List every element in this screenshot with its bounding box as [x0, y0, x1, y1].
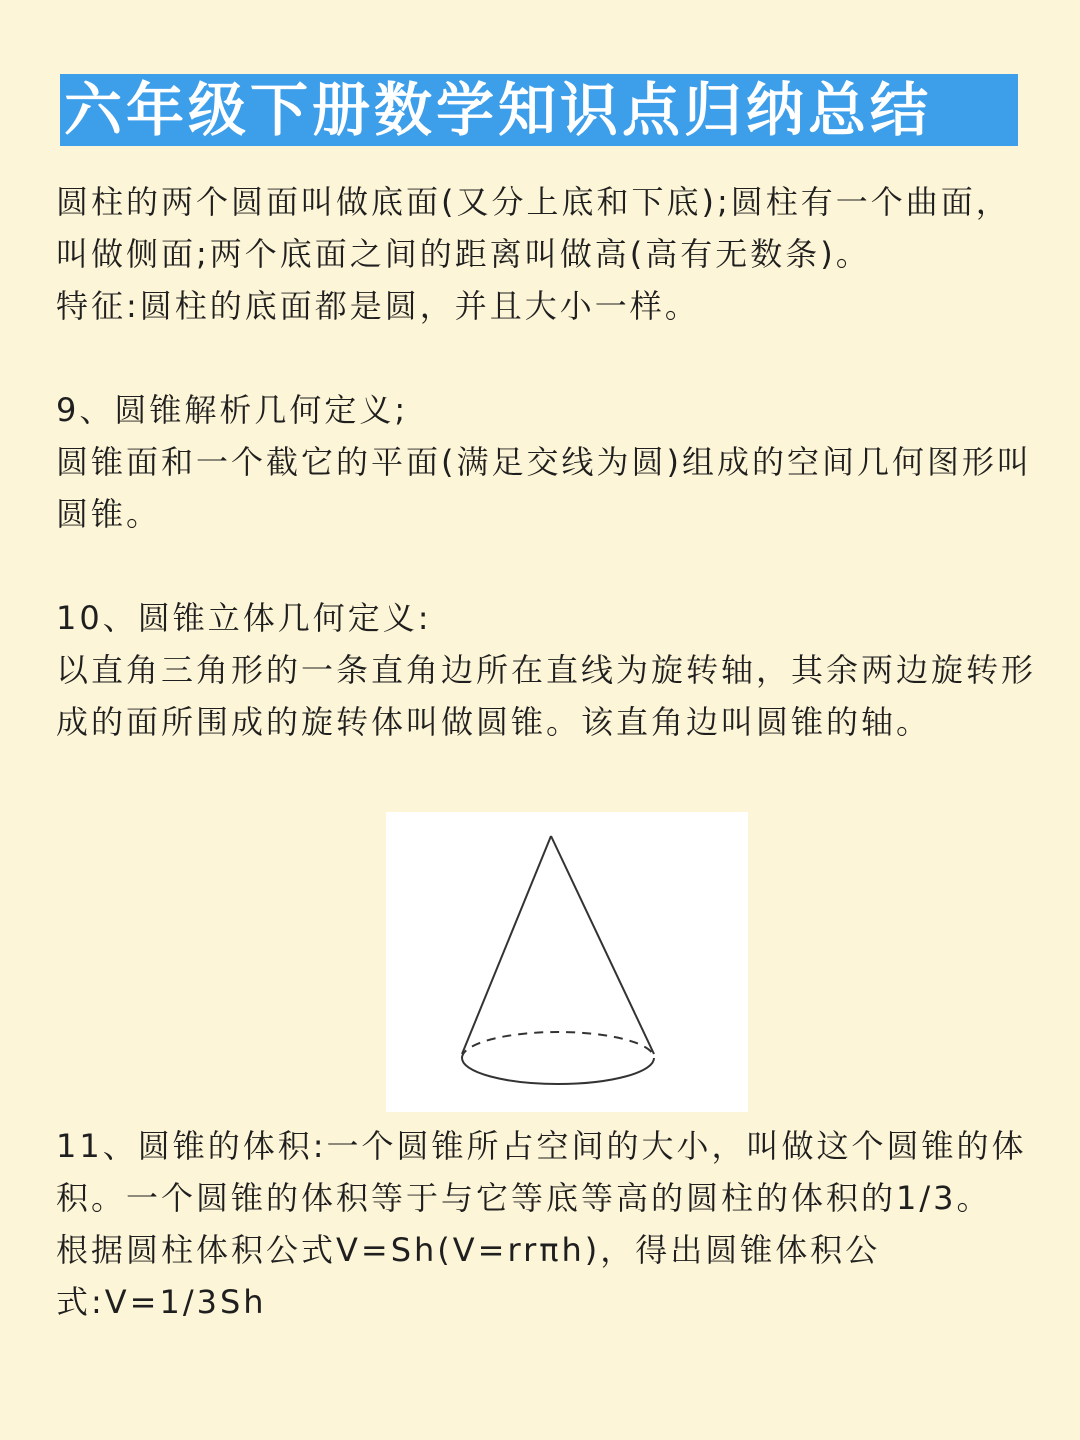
cone-icon — [386, 812, 748, 1112]
spacer — [56, 332, 1036, 384]
spacer — [56, 540, 1036, 592]
section-10-body: 以直角三角形的一条直角边所在直线为旋转轴，其余两边旋转形成的面所围成的旋转体叫做圆锥。该直角边叫圆锥的轴。 — [56, 651, 1037, 741]
volume-formula: 根据圆柱体积公式V=Sh(V=rrπh)，得出圆锥体积公式:V=1/3Sh — [56, 1231, 881, 1321]
cylinder-definition: 圆柱的两个圆面叫做底面(又分上底和下底);圆柱有一个曲面，叫做侧面;两个底面之间的距离叫做高(高有无数条)。 — [56, 183, 1011, 273]
section-11-body: 11、圆锥的体积:一个圆锥所占空间的大小，叫做这个圆锥的体积。一个圆锥的体积等于与它等底等高的圆柱的体积的1/3。 — [56, 1127, 1027, 1217]
page-title: 六年级下册数学知识点归纳总结 — [64, 76, 933, 144]
section-9-heading: 9、圆锥解析几何定义; — [56, 391, 409, 429]
section-9-body: 圆锥面和一个截它的平面(满足交线为圆)组成的空间几何图形叫圆锥。 — [56, 443, 1032, 533]
main-content — [56, 176, 1036, 748]
cone-left-edge — [462, 836, 551, 1054]
cylinder-feature: 特征:圆柱的底面都是圆，并且大小一样。 — [56, 287, 700, 325]
cone-base-front — [462, 1058, 654, 1084]
lower-content — [56, 1120, 1036, 1328]
cone-figure — [386, 812, 748, 1112]
title-banner — [60, 74, 1018, 146]
cone-base-back — [462, 1032, 654, 1058]
section-10-heading: 10、圆锥立体几何定义: — [56, 599, 432, 637]
cone-right-edge — [551, 836, 654, 1054]
